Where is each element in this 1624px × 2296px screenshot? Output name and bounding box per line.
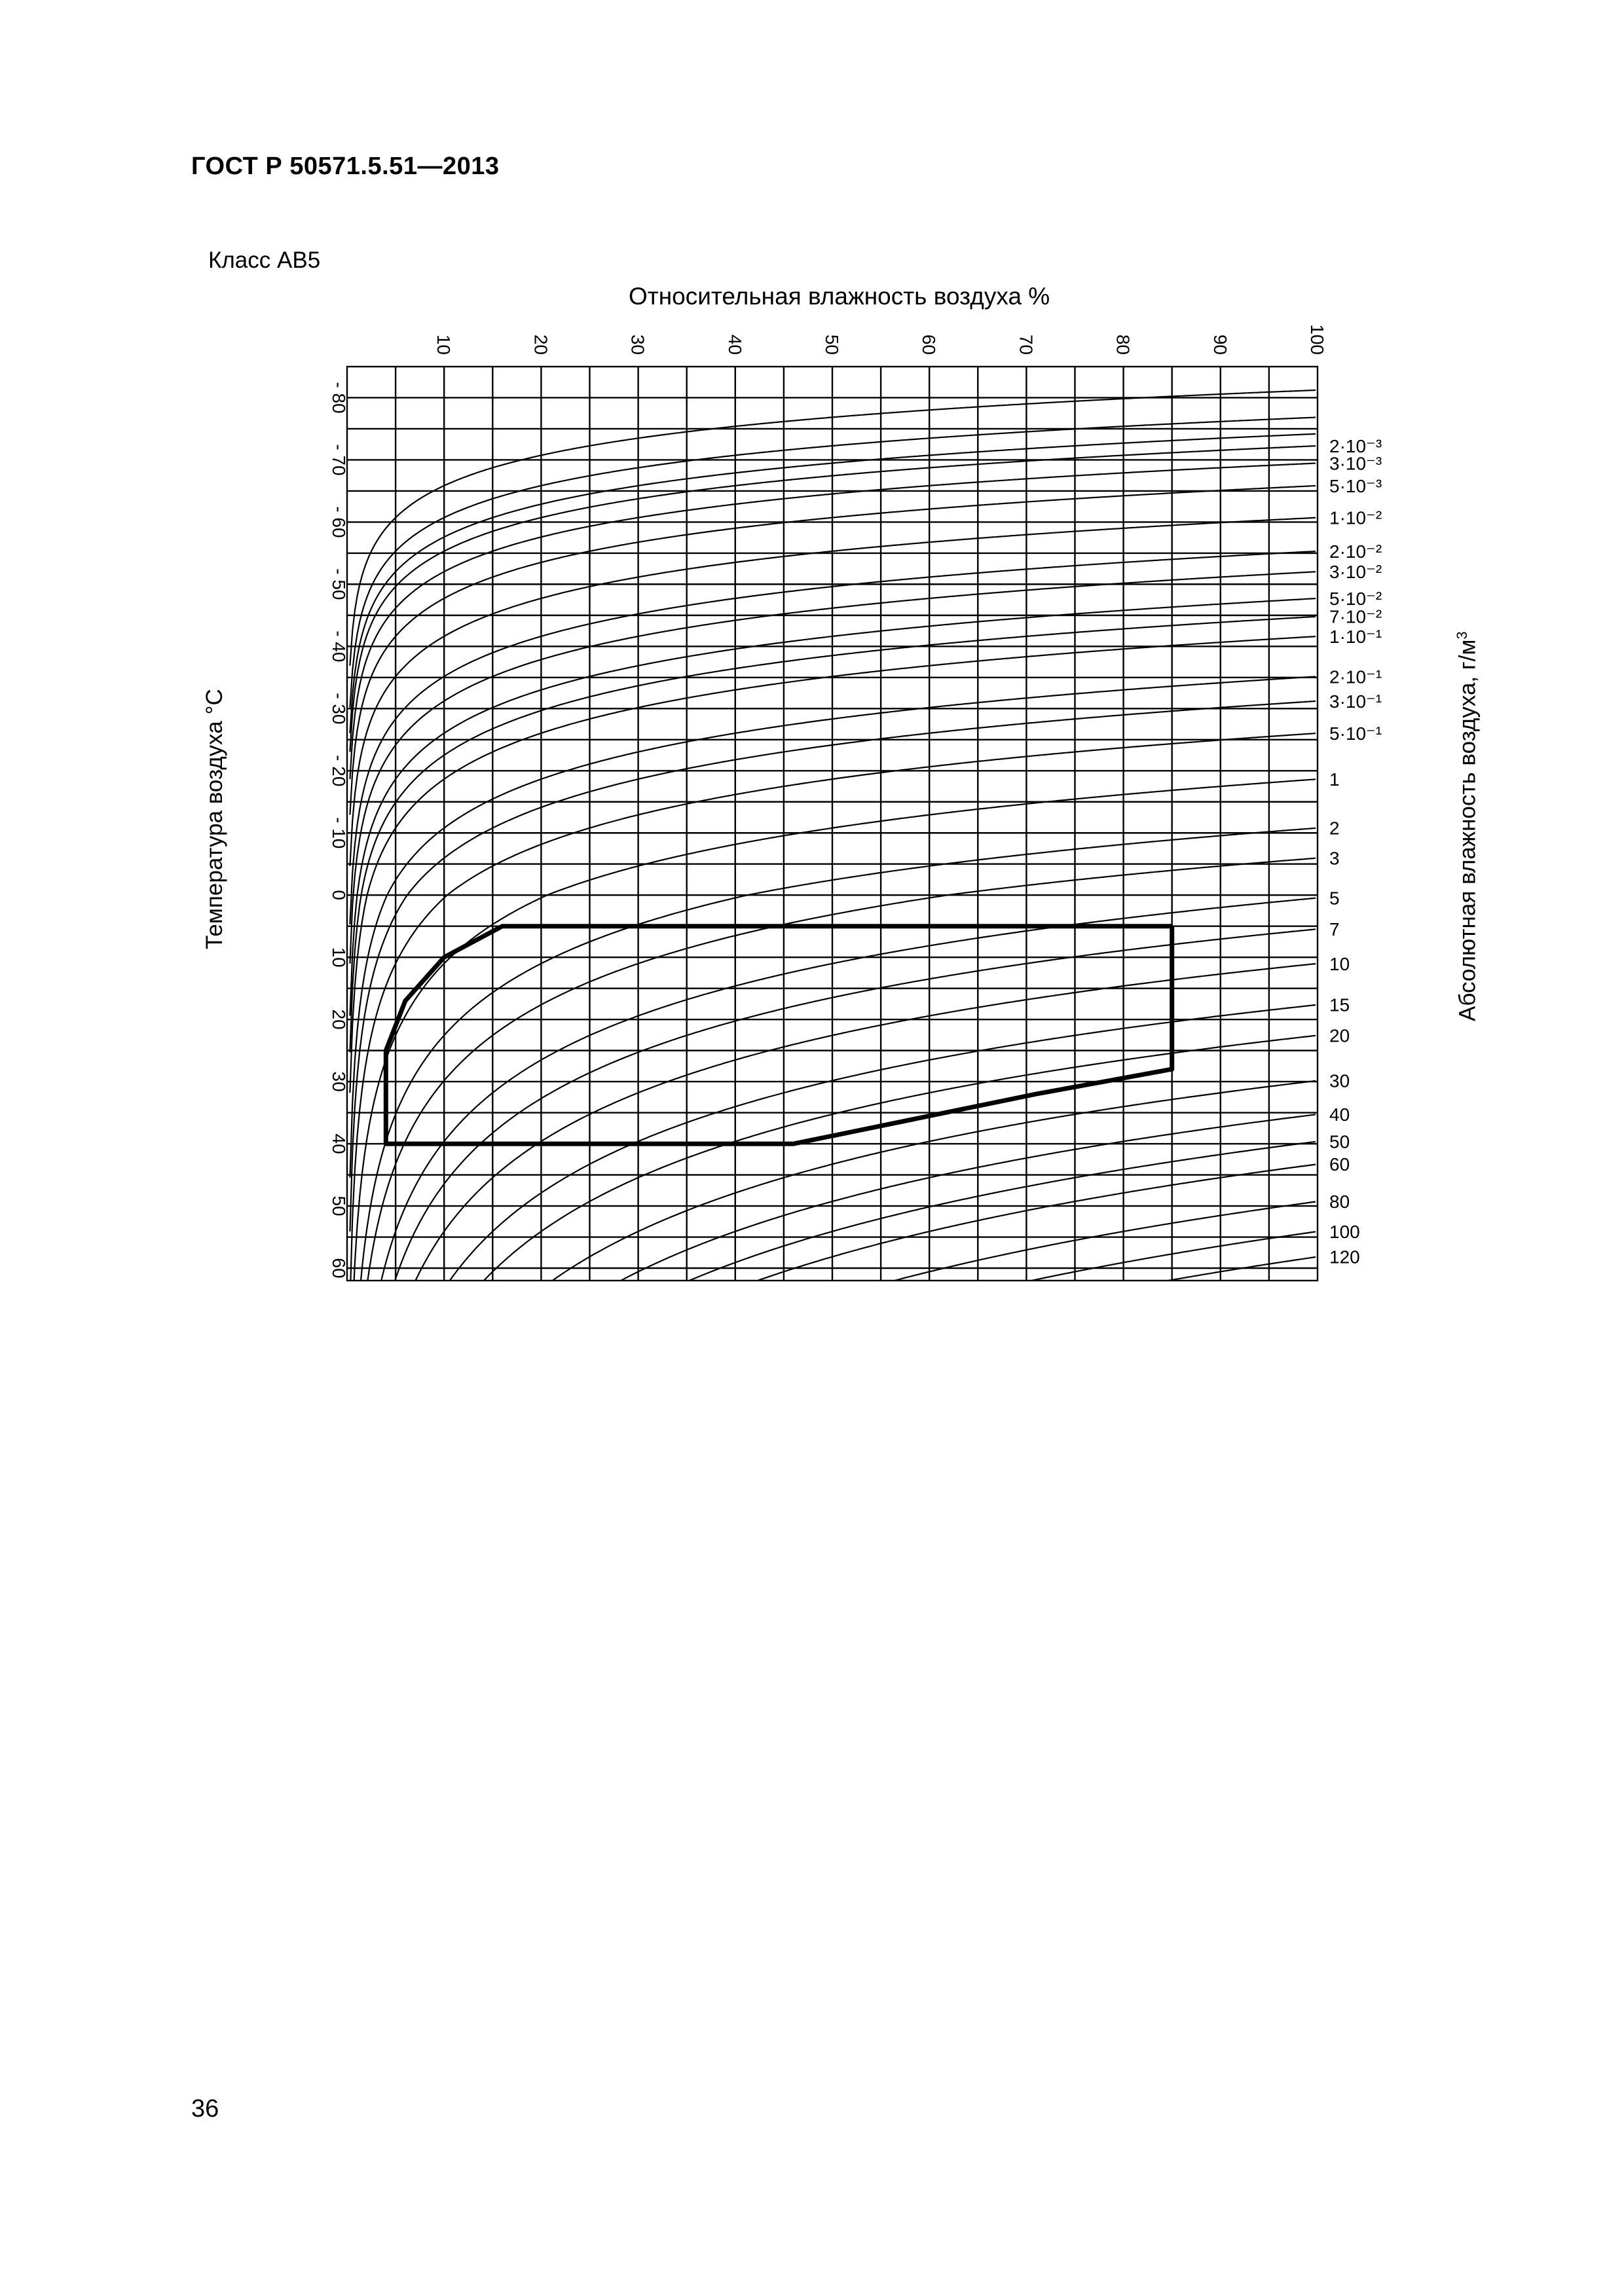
y-tick-label: - 10 <box>329 817 349 849</box>
x-tick-group <box>434 335 454 355</box>
y-tick-label: 30 <box>329 1071 349 1092</box>
y-tick-group <box>329 693 349 724</box>
absolute-humidity-label: 1 <box>1329 769 1340 790</box>
y-tick-label: - 20 <box>329 755 349 787</box>
y-tick-label: - 70 <box>329 444 349 476</box>
class-region-outline <box>386 926 1172 1144</box>
absolute-humidity-label: 5·10⁻³ <box>1329 475 1382 496</box>
right-axis-title-superscript: 3 <box>1454 631 1470 640</box>
absolute-humidity-label: 15 <box>1329 994 1350 1015</box>
x-tick-label: 30 <box>627 334 648 355</box>
absolute-humidity-label: 3·10⁻¹ <box>1329 691 1382 712</box>
x-tick-label: 20 <box>530 334 551 355</box>
x-tick-label: 100 <box>1307 324 1327 355</box>
x-tick-label: 50 <box>822 334 842 355</box>
absolute-humidity-label: 2·10⁻³ <box>1329 435 1382 456</box>
y-tick-label: - 40 <box>329 630 349 663</box>
page-number: 36 <box>191 2095 219 2123</box>
absolute-humidity-label: 10 <box>1329 953 1350 974</box>
y-tick-label: 40 <box>329 1133 349 1154</box>
x-tick-group <box>628 335 648 355</box>
absolute-humidity-label: 7·10⁻² <box>1329 606 1382 627</box>
y-tick-group <box>329 444 349 475</box>
y-tick-label: 10 <box>329 947 349 968</box>
y-tick-labels <box>329 382 349 1278</box>
y-tick-label: 60 <box>329 1258 349 1279</box>
absolute-humidity-label: 2 <box>1329 818 1340 839</box>
y-tick-group <box>329 947 349 968</box>
absolute-humidity-label: 100 <box>1329 1221 1360 1242</box>
y-tick-label: - 80 <box>329 382 349 414</box>
x-axis-title: Относительная влажность воздуха % <box>629 283 1050 310</box>
y-tick-group <box>329 630 349 662</box>
absolute-humidity-label: 5 <box>1329 888 1340 909</box>
y-tick-group <box>329 755 349 786</box>
right-axis-title-text: Абсолютная влажность воздуха, г/м <box>1454 639 1481 1021</box>
absolute-humidity-label: 120 <box>1329 1247 1360 1267</box>
y-tick-label: - 60 <box>329 506 349 538</box>
absolute-humidity-label: 7 <box>1329 919 1340 940</box>
absolute-humidity-label: 5·10⁻¹ <box>1329 723 1382 744</box>
x-tick-group <box>1113 335 1134 355</box>
y-tick-label: 50 <box>329 1195 349 1216</box>
y-tick-group <box>329 1133 349 1154</box>
x-tick-label: 70 <box>1016 334 1037 355</box>
x-tick-label: 60 <box>919 334 940 355</box>
x-tick-group <box>1016 335 1036 355</box>
document-header: ГОСТ Р 50571.5.51—2013 <box>191 153 500 180</box>
absolute-humidity-label: 80 <box>1329 1192 1350 1212</box>
y-tick-label: 0 <box>329 890 349 900</box>
absolute-humidity-label: 1·10⁻¹ <box>1329 626 1382 647</box>
absolute-humidity-label: 3·10⁻² <box>1329 562 1382 583</box>
absolute-humidity-label: 60 <box>1329 1154 1350 1175</box>
y-tick-group <box>329 1010 349 1030</box>
absolute-humidity-label: 50 <box>1329 1131 1350 1152</box>
y-tick-group <box>329 1072 349 1092</box>
absolute-humidity-label: 40 <box>1329 1104 1350 1125</box>
y-tick-group <box>329 890 349 900</box>
y-tick-group <box>329 1258 349 1278</box>
x-tick-labels <box>434 324 1327 355</box>
y-tick-group <box>329 382 349 413</box>
absolute-humidity-label: 30 <box>1329 1070 1350 1091</box>
absolute-humidity-label: 5·10⁻² <box>1329 588 1382 609</box>
absolute-humidity-label: 1·10⁻² <box>1329 507 1382 528</box>
x-tick-group <box>1210 335 1230 355</box>
absolute-humidity-labels <box>1329 436 1382 1267</box>
y-tick-label: - 50 <box>329 568 349 600</box>
y-tick-label: 20 <box>329 1009 349 1030</box>
y-tick-group <box>329 1195 349 1216</box>
y-tick-group <box>329 568 349 600</box>
x-tick-label: 40 <box>724 334 745 355</box>
x-tick-group <box>1307 324 1327 355</box>
y-tick-group <box>329 817 349 848</box>
absolute-humidity-label: 20 <box>1329 1025 1350 1046</box>
x-tick-label: 10 <box>434 334 454 355</box>
absolute-humidity-label: 2·10⁻¹ <box>1329 666 1382 687</box>
class-region-layer <box>386 926 1172 1144</box>
humidity-curve <box>350 1257 1316 1517</box>
absolute-humidity-label: 3·10⁻³ <box>1329 453 1382 474</box>
x-tick-group <box>919 335 939 355</box>
x-tick-label: 80 <box>1113 334 1134 355</box>
x-tick-group <box>725 335 745 355</box>
x-tick-group <box>530 335 551 355</box>
absolute-humidity-label: 3 <box>1329 848 1340 869</box>
y-axis-title: Температура воздуха °С <box>202 689 227 949</box>
y-tick-label: - 30 <box>329 693 349 725</box>
class-label: Класс AB5 <box>208 247 321 273</box>
y-tick-group <box>329 506 349 538</box>
x-tick-group <box>822 335 842 355</box>
x-tick-label: 90 <box>1209 334 1230 355</box>
absolute-humidity-label: 2·10⁻² <box>1329 541 1382 562</box>
